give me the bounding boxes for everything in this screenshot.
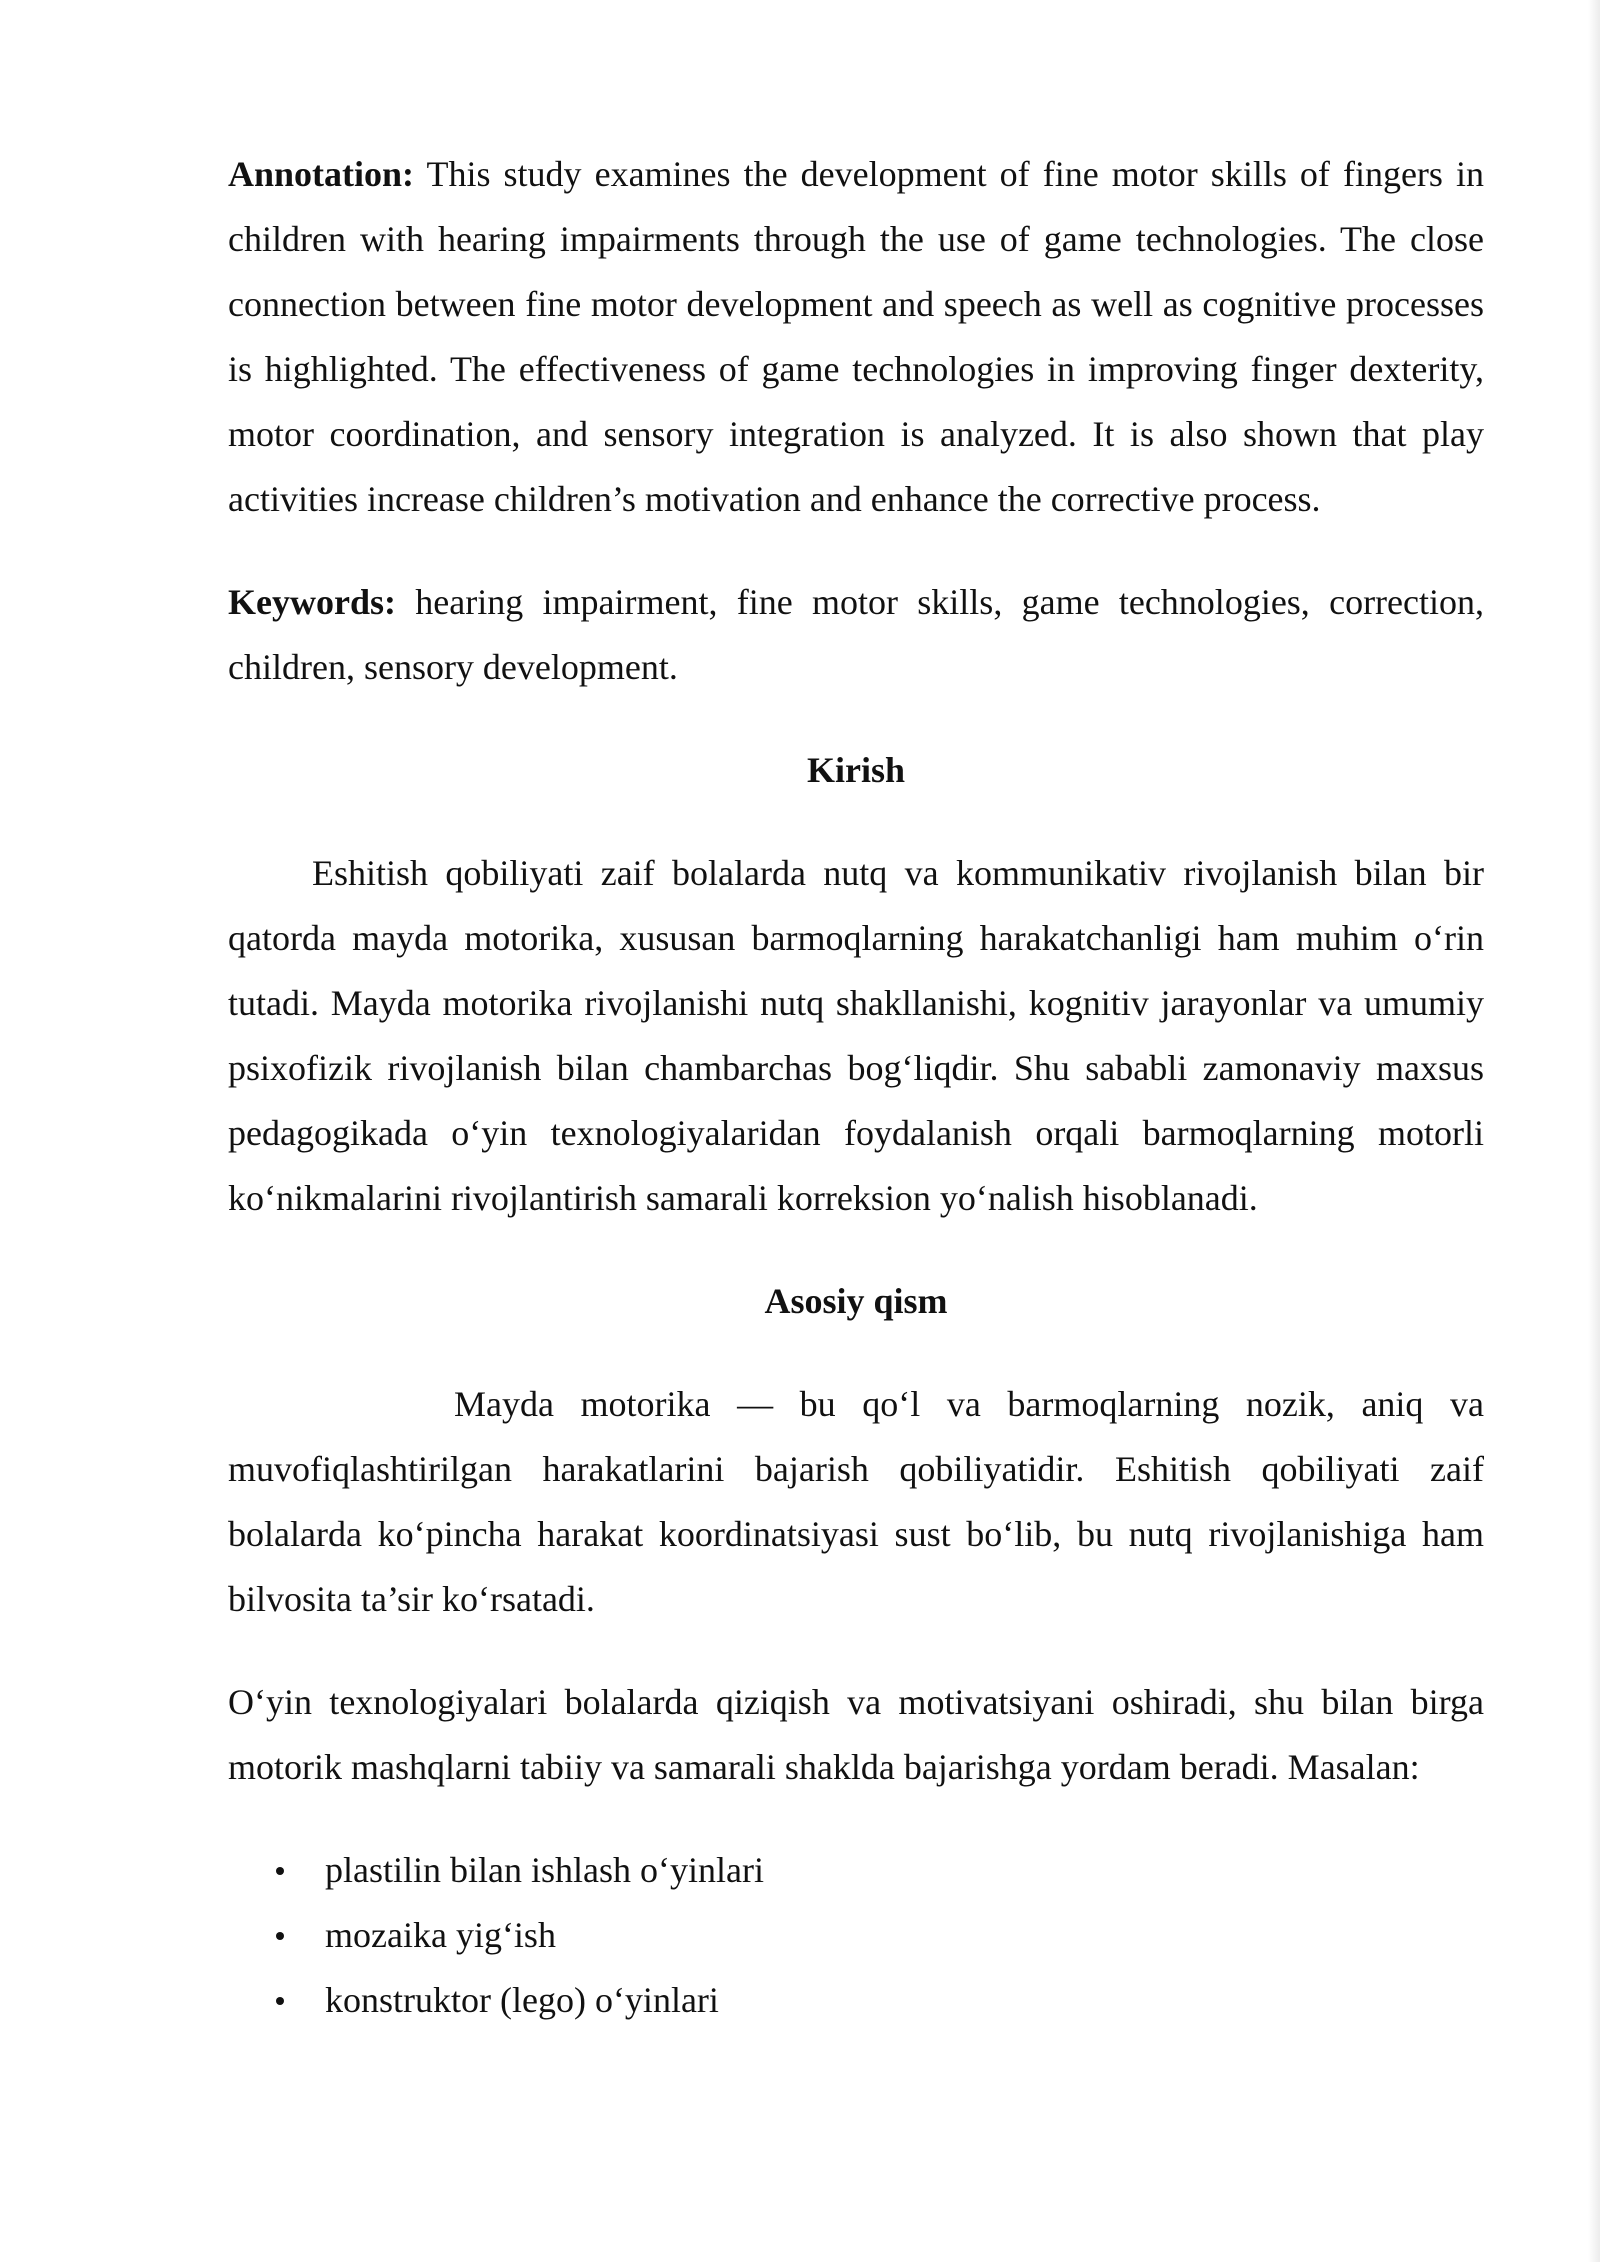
document-body <box>228 142 1484 2033</box>
main-part-paragraph-2: O‘yin texnologiyalari bolalarda qiziqish va motivatsiyani oshiradi, shu bilan birga motorik mashqlarni tabiiy va samarali shaklda bajarishga yordam beradi. Masalan: <box>228 1682 1484 1787</box>
examples-list <box>228 1838 1484 2033</box>
introduction-paragraph: Eshitish qobiliyati zaif bolalarda nutq va kommunikativ rivojlanish bilan bir qatorda mayda motorika, xususan barmoqlarning harakatchanligi ham muhim o‘rin tutadi. Mayda motorika rivojlanishi nutq shakllanishi, kognitiv jarayonlar va umumiy psixofizik rivojlanish bilan chambarchas bog‘liqdir. Shu sababli zamonaviy maxsus pedagogikada o‘yin texnologiyalaridan foydalanish orqali barmoqlarning motorli ko‘nikmalarini rivojlantirish samarali korreksion yo‘nalish hisoblanadi. <box>228 853 1484 1218</box>
main-part-heading: Asosiy qism <box>764 1281 948 1321</box>
introduction-heading: Kirish <box>806 750 905 790</box>
bullet-icon <box>276 1932 284 1940</box>
annotation-label: Annotation: <box>228 154 415 194</box>
bullet-icon <box>276 1867 284 1875</box>
keywords-paragraph <box>228 570 1484 700</box>
page-edge-shadow <box>1588 0 1600 2262</box>
list-item <box>228 1968 1484 2033</box>
list-item-text: konstruktor (lego) o‘yinlari <box>325 1980 719 2020</box>
list-item <box>228 1838 1484 1903</box>
list-item <box>228 1903 1484 1968</box>
annotation-text: This study examines the development of fine motor skills of fingers in children with hearing impairments through the use of game technologies. The close connection between fine motor development and speech as well as cognitive processes is highlighted. The effectiveness of game technologies in improving finger dexterity, motor coordination, and sensory integration is analyzed. It is also shown that play activities increase children’s motivation and enhance the corrective process. <box>228 154 1484 519</box>
keywords-label: Keywords: <box>228 582 396 622</box>
annotation-paragraph <box>228 142 1484 532</box>
keywords-text: hearing impairment, fine motor skills, game technologies, correction, children, sensory development. <box>228 582 1485 687</box>
main-part-paragraph-1: Mayda motorika — bu qo‘l va barmoqlarning nozik, aniq va muvofiqlashtirilgan harakatlarini bajarish qobiliyatidir. Eshitish qobiliyati zaif bolalarda ko‘pincha harakat koordinatsiyasi sust bo‘lib, bu nutq rivojlanishiga ham bilvosita ta’sir ko‘rsatadi. <box>228 1384 1484 1619</box>
bullet-icon <box>276 1997 284 2005</box>
list-item-text: plastilin bilan ishlash o‘yinlari <box>325 1850 764 1890</box>
list-item-text: mozaika yig‘ish <box>325 1915 556 1955</box>
